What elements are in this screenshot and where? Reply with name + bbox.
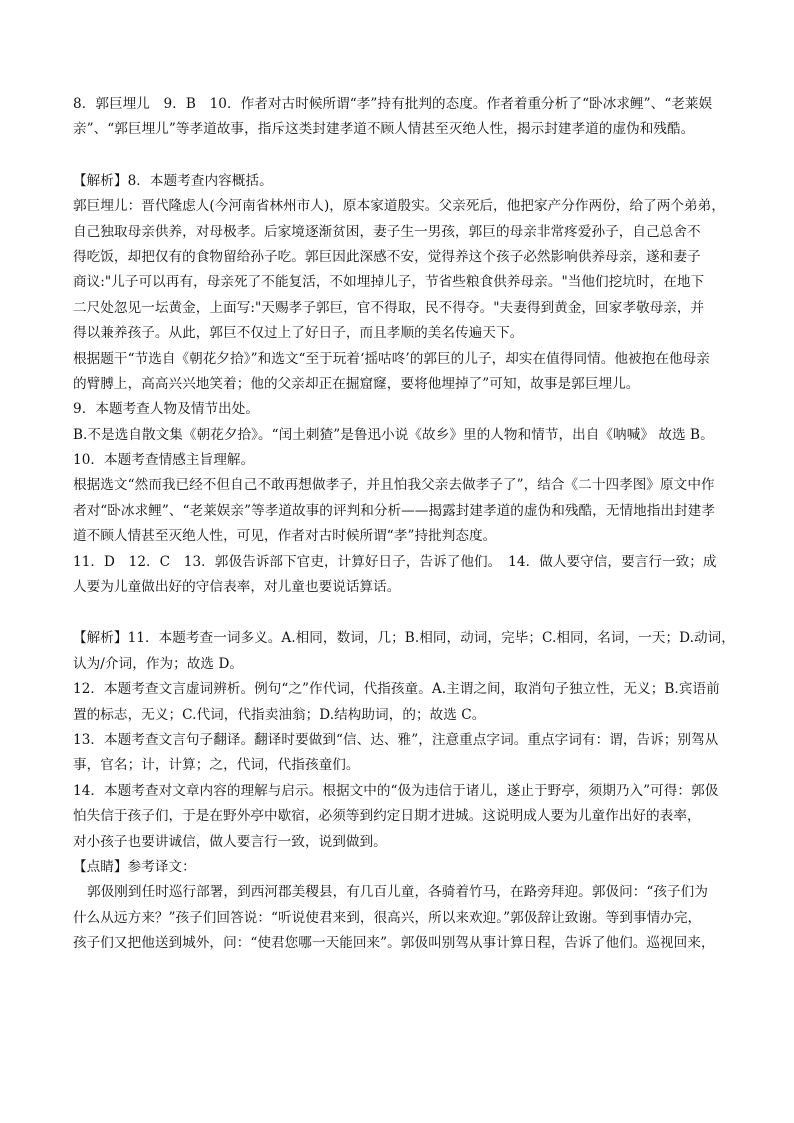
analysis-line: 得吃饭，却把仅有的食物留给孙子吃。郭巨因此深感不安，觉得养这个孩子必然影响供养母亲，遂和妻子 [73,248,701,265]
document-page [73,92,735,957]
analysis-line: 9．本题考查人物及情节出处。 [73,401,260,418]
analysis-line: 认为/介词，作为；故选 D。 [73,655,244,672]
analysis-line: 自己独取母亲供养，对母极孝。后家境逐渐贫困，妻子生一男孩，郭巨的母亲非常疼爱孙子，自己总舍不 [73,223,701,240]
answers-block-1 [73,92,723,143]
analysis-line: 道不顾人情甚至灭绝人性，可见，作者对古时候所谓“孝”持批判态度。 [73,528,497,545]
answer-line: 人要为儿童做出好的守信表率，对儿童也要说话算话。 [73,579,401,596]
translation-line: 什么从远方来？”孩子们回答说：“听说使君来到，很高兴，所以来欢迎。”郭伋辞让致谢。等到事情办完， [73,909,702,926]
analysis-line: 12．本题考查文言虚词辨析。例句“之”作代词，代指孩童。A.主谓之间，取消句子独立性，无义；B.宾语前 [73,681,720,698]
answer-line: 11．D 12．C 13．郭伋告诉部下官吏，计算好日子，告诉了他们。 14．做人要守信，要言行一致；成 [73,553,717,570]
analysis-line: 根据选文“然而我已经不但自己不敢再想做孝子，并且怕我父亲去做孝子了”，结合《二十四孝图》原文中作 [73,477,715,494]
analysis-line: 事，官名；计，计算；之，代词，代指孩童们。 [73,757,360,774]
translation-block [73,880,723,956]
analysis-line: 商议:"儿子可以再有，母亲死了不能复活，不如埋掉儿子，节省些粮食供养母亲。"当他们挖坑时，在地下 [73,274,705,291]
translation-line: 郭伋刚到任时巡行部署，到西河郡美稷县，有几百儿童，各骑着竹马，在路旁拜迎。郭伋问：“孩子们为 [87,884,708,901]
analysis-line: 二尺处忽见一坛黄金，上面写:"天赐孝子郭巨，官不得取，民不得夺。"夫妻得到黄金，回家孝敬母亲，并 [73,299,705,316]
analysis-line: 置的标志，无义；C.代词，代指卖油翁；D.结构助词，的；故选 C。 [73,706,486,723]
commentary-heading-line: 【点睛】参考译文： [73,858,196,875]
analysis-line: 郭巨埋儿：晋代隆虑人(今河南省林州市人)，原本家道殷实。父亲死后，他把家产分作两份，给了两个弟弟， [73,198,725,215]
analysis-line: 怕失信于孩子们，于是在野外亭中歇宿，必须等到约定日期才进城。这说明成人要为儿童作出好的表率， [73,808,701,825]
analysis-block-1 [73,169,723,601]
analysis-line: 得以兼养孩子。从此，郭巨不仅过上了好日子，而且孝顺的美名传遍天下。 [73,325,524,342]
answer-line: 亲”、“郭巨埋儿”等孝道故事，指斥这类封建孝道不顾人情甚至灭绝人性，揭示封建孝道的虚伪和残酷。 [73,121,695,138]
analysis-line: B.不是选自散文集《朝花夕拾》。“闰土刺猹”是鲁迅小说《故乡》里的人物和情节，出自《呐喊》 故选 B。 [73,426,714,443]
translation-line: 孩子们又把他送到城外，问：“使君您哪一天能回来”。郭伋叫别驾从事计算日程，告诉了他们。巡视回来， [73,935,715,952]
analysis-line: 13．本题考查文言句子翻译。翻译时要做到“信、达、雅”，注意重点字词。重点字词有：谓，告诉；别驾从 [73,731,719,748]
spacer [73,600,723,626]
analysis-heading-line: 【解析】8．本题考查内容概括。 [73,172,273,189]
analysis-line: 10．本题考查情感主旨理解。 [73,452,255,469]
analysis-line: 14．本题考查对文章内容的理解与启示。根据文中的“伋为违信于诸儿，遂止于野亭，须期乃入”可得：郭伋 [73,782,719,799]
analysis-block-2 [73,626,735,880]
analysis-line: 根据题干“节选自《朝花夕拾》”和选文“至于玩着‘摇咕咚’的郭巨的儿子，却实在值得同情。他被抱在他母亲 [73,350,710,367]
spacer [73,143,723,169]
analysis-line: 对小孩子也要讲诚信，做人要言行一致，说到做到。 [73,833,387,850]
analysis-line: 的臂膊上，高高兴兴地笑着；他的父亲却正在掘窟窿，要将他埋掉了”可知，故事是郭巨埋儿。 [73,375,640,392]
answer-line: 8．郭巨埋儿 9．B 10．作者对古时候所谓“孝”持有批判的态度。作者着重分析了“卧冰求鲤”、“老莱娱 [73,96,713,112]
analysis-heading-line: 【解析】11．本题考查一词多义。A.相同，数词，几；B.相同，动词，完毕；C.相同，名词，一天；D.动词， [73,630,735,647]
analysis-line: 者对“卧冰求鲤”、“老莱娱亲”等孝道故事的评判和分析——揭露封建孝道的虚伪和残酷，无情地指出封建孝 [73,502,715,519]
